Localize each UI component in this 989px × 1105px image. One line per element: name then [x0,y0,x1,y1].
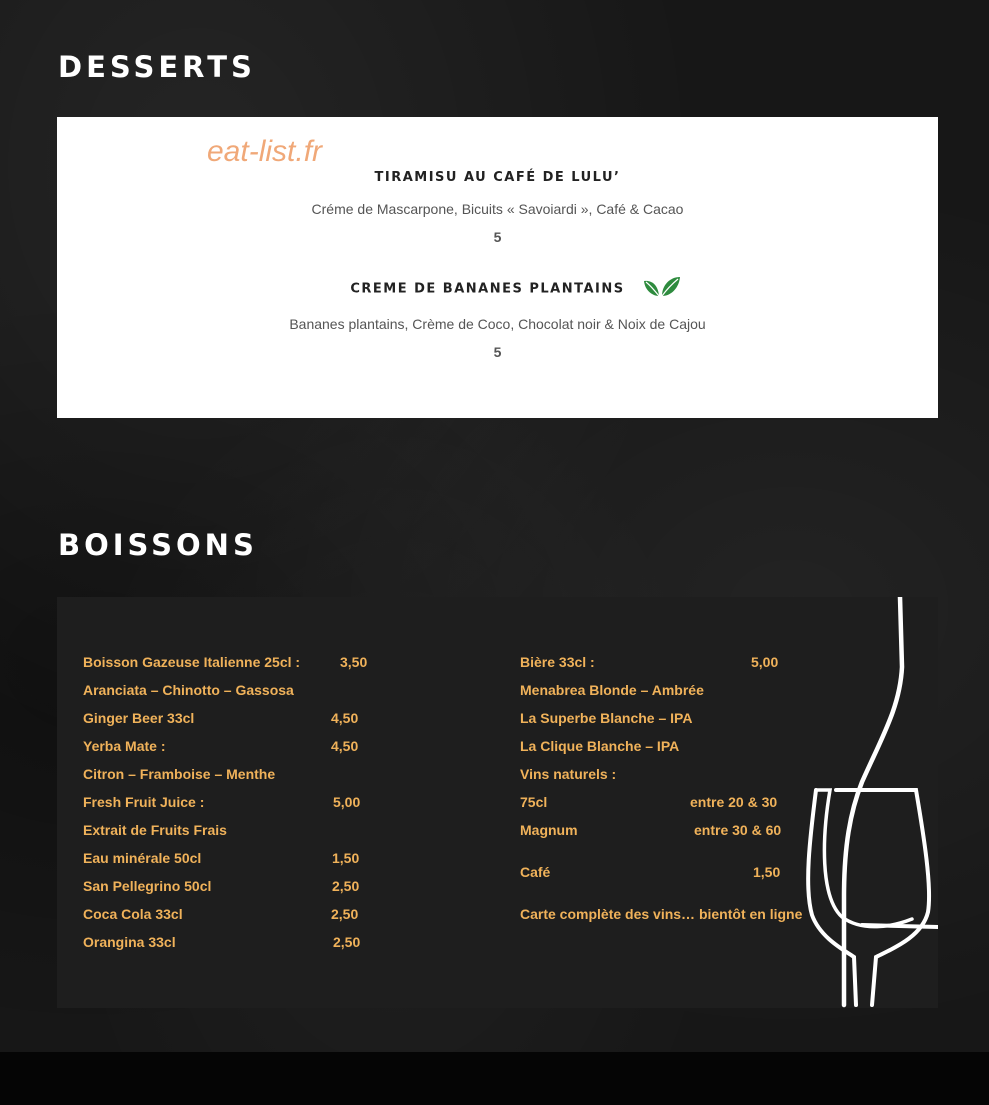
footer-bar [0,1052,989,1105]
drink-label: Menabrea Blonde – Ambrée [520,682,704,698]
dessert-price-tiramisu: 5 [493,229,502,245]
drink-label: Bière 33cl : [520,654,595,670]
drink-label: La Superbe Blanche – IPA [520,710,693,726]
drink-label: Ginger Beer 33cl [83,710,195,726]
drink-price: 2,50 [332,878,360,894]
drink-label: San Pellegrino 50cl [83,878,212,894]
dessert-description-tiramisu: Créme de Mascarpone, Bicuits « Savoiardi », Café & Cacao [311,201,684,217]
drink-label: 75cl [520,794,548,810]
drink-price: 5,00 [751,654,779,670]
drink-label: Boisson Gazeuse Italienne 25cl : [83,654,301,670]
drink-label: Eau minérale 50cl [83,850,202,866]
drink-price: 2,50 [333,934,361,950]
vegan-leaf-icon [643,275,681,303]
drink-price: 1,50 [753,864,781,880]
dessert-name-bananes: CREME DE BANANES PLANTAINS [350,281,625,297]
drink-price: 3,50 [340,654,368,670]
drink-price: 4,50 [331,738,359,754]
dessert-price-bananes: 5 [493,344,502,360]
boissons-title: BOISSONS [58,528,258,562]
drink-label: Aranciata – Chinotto – Gassosa [83,682,294,698]
dessert-title-row-bananes [57,275,938,303]
drink-price: 2,50 [331,906,359,922]
drinks-card [57,597,938,1008]
drink-label: Café [520,864,551,880]
drink-price: 5,00 [333,794,361,810]
drink-label: Yerba Mate : [83,738,166,754]
drink-price: entre 30 & 60 [694,822,782,838]
drink-note: Carte complète des vins… bientôt en ligne [520,906,803,922]
drink-label: Magnum [520,822,578,838]
drink-label: Fresh Fruit Juice : [83,794,205,810]
watermark: eat-list.fr [207,135,323,168]
desserts-title: DESSERTS [58,50,256,84]
drink-price: 1,50 [332,850,360,866]
dessert-name-tiramisu: TIRAMISU AU CAFÉ DE LULU’ [374,170,621,185]
drink-label: Vins naturels : [520,766,617,782]
wine-glass-bottle-icon [792,597,938,1008]
drink-label: Coca Cola 33cl [83,906,183,922]
drink-label: Citron – Framboise – Menthe [83,766,276,782]
drink-label: La Clique Blanche – IPA [520,738,680,754]
dessert-description-bananes: Bananes plantains, Crème de Coco, Chocolat noir & Noix de Cajou [289,316,706,332]
drink-label: Extrait de Fruits Frais [83,822,227,838]
desserts-card [57,117,938,418]
drink-price: 4,50 [331,710,359,726]
drink-price: entre 20 & 30 [690,794,778,810]
drink-label: Orangina 33cl [83,934,176,950]
